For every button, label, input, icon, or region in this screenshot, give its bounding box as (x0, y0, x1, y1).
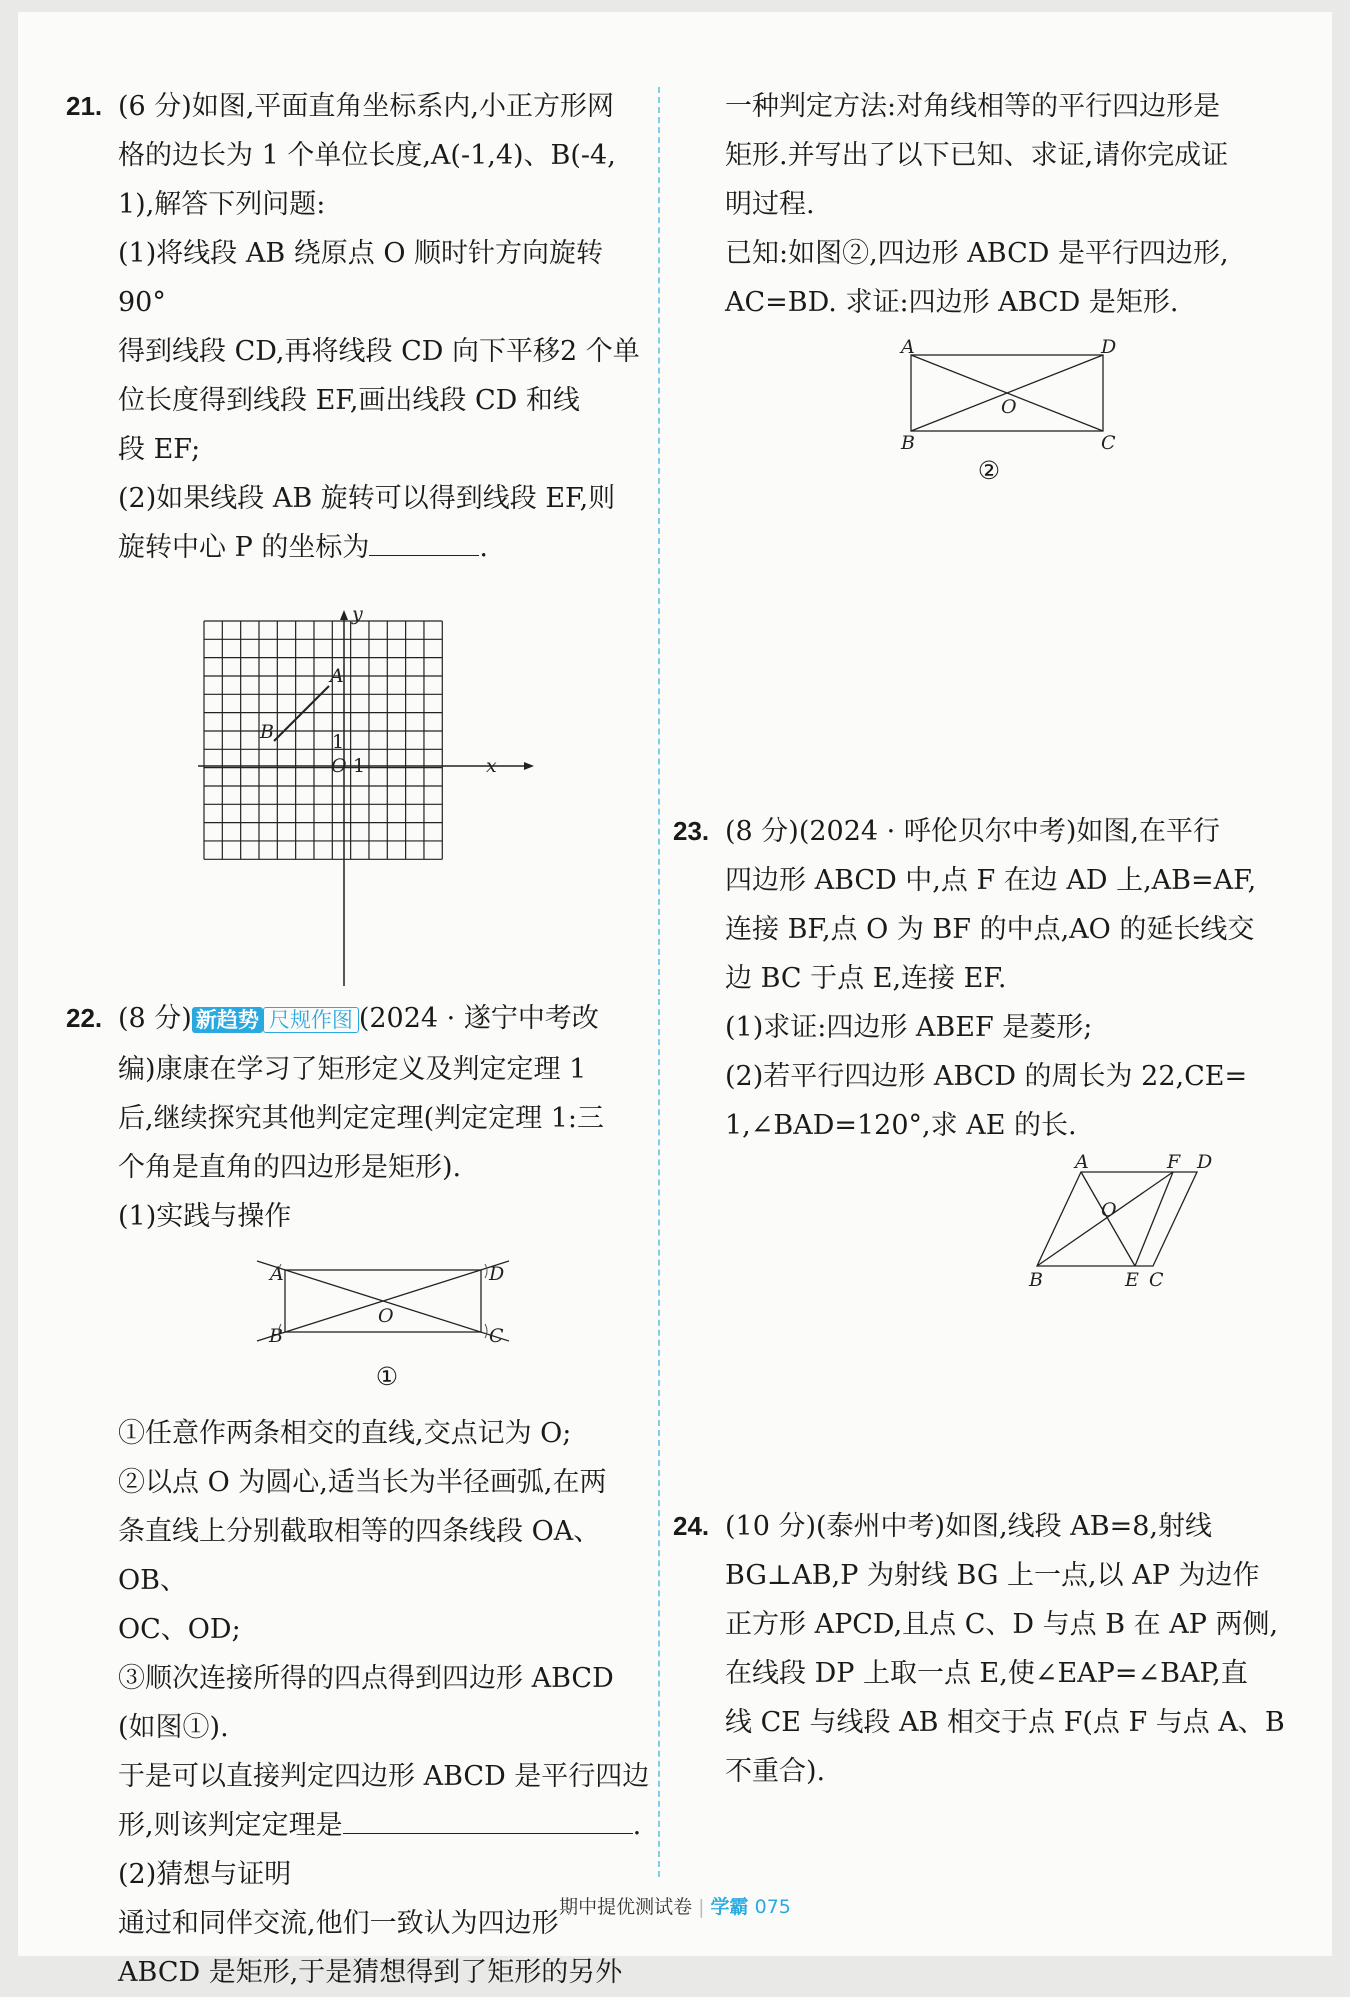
answer-blank[interactable] (369, 523, 479, 556)
q21-part1-line1: (1)将线段 AB 绕原点 O 顺时针方向旋转 90° (118, 238, 604, 318)
coordinate-grid-figure (178, 590, 618, 990)
question-23 (673, 807, 1293, 1294)
compass-construction-badge: 尺规作图 (263, 1007, 359, 1033)
y-axis-arrow (340, 610, 348, 620)
label-x: x (486, 755, 497, 777)
q22-cont-line3: 明过程. (725, 189, 815, 220)
question-22 (66, 994, 656, 1997)
q21-line2: 格的边长为 1 个单位长度,A(-1,4)、B(-4, (118, 140, 616, 171)
label-o: O (331, 755, 347, 777)
q22-step1: ①任意作两条相交的直线,交点记为 O; (118, 1418, 572, 1449)
q22-line3: 后,继续探究其他判定定理(判定定理 1:三 (118, 1103, 604, 1134)
label-o: O (1001, 396, 1017, 418)
label-b: B (901, 432, 915, 453)
page-number: 075 (754, 1896, 791, 1918)
q22-step3-line2: (如图①). (118, 1712, 229, 1743)
q23-line2: 四边形 ABCD 中,点 F 在边 AD 上,AB=AF, (725, 865, 1257, 896)
label-a: A (270, 1263, 284, 1285)
q23-line3: 连接 BF,点 O 为 BF 的中点,AO 的延长线交 (725, 914, 1255, 945)
label-a: A (901, 336, 915, 358)
question-number: 22. (66, 1003, 103, 1033)
q22-part1: (1)实践与操作 (118, 1201, 292, 1232)
q24-line6: 不重合). (725, 1756, 826, 1787)
q22-known-line1: 已知:如图②,四边形 ABCD 是平行四边形, (725, 238, 1229, 269)
new-trend-badge: 新趋势 (192, 1007, 263, 1033)
arc-mark (485, 1264, 487, 1278)
q22-step2-line3: OC、OD; (118, 1614, 241, 1645)
label-o: O (1101, 1199, 1117, 1221)
arc-mark (485, 1324, 487, 1338)
parallelogram-figure (1025, 1154, 1245, 1294)
q22-conjecture-line2: ABCD 是矩形,于是猜想得到了矩形的另外 (118, 1957, 623, 1988)
figure-2-rectangle (889, 333, 1129, 453)
exam-page (18, 12, 1332, 1988)
q22-judge-line1: 于是可以直接判定四边形 ABCD 是平行四边 (118, 1761, 650, 1792)
figure-1-rectangle-construction (237, 1247, 537, 1359)
q23-part2-line2: 1,∠BAD=120°,求 AE 的长. (725, 1110, 1077, 1141)
question-21 (66, 82, 656, 990)
label-one-x: 1 (353, 755, 366, 777)
q22-known-line2: AC=BD. 求证:四边形 ABCD 是矩形. (725, 287, 1179, 318)
q24-line4: 在线段 DP 上取一点 E,使∠EAP=∠BAP,直 (725, 1658, 1248, 1689)
right-column (673, 82, 1293, 1796)
q22-step3-line1: ③顺次连接所得的四点得到四边形 ABCD (118, 1663, 614, 1694)
q22-step2-line2: 条直线上分别截取相等的四条线段 OA、OB、 (118, 1516, 601, 1596)
footer-separator: | (698, 1896, 705, 1918)
label-b: B (260, 721, 274, 743)
q22-part2: (2)猜想与证明 (118, 1859, 292, 1890)
label-a: A (330, 665, 344, 687)
q22-step2-line1: ②以点 O 为圆心,适当长为半径画弧,在两 (118, 1467, 607, 1498)
q22-cont-line1: 一种判定方法:对角线相等的平行四边形是 (725, 91, 1221, 122)
q23-part2-line1: (2)若平行四边形 ABCD 的周长为 22,CE= (725, 1061, 1248, 1092)
q21-part2-line1: (2)如果线段 AB 旋转可以得到线段 EF,则 (118, 483, 616, 514)
label-e: E (1125, 1269, 1139, 1291)
q22-line2: 编)康康在学习了矩形定义及判定定理 1 (118, 1054, 587, 1085)
question-22-continued (673, 82, 1293, 489)
label-d: D (1101, 336, 1117, 358)
q23-line1: (8 分)(2024 · 呼伦贝尔中考)如图,在平行 (725, 816, 1220, 847)
grid-lines (204, 621, 442, 859)
period: . (632, 1810, 642, 1841)
label-a: A (1075, 1154, 1089, 1173)
left-column (66, 82, 656, 1997)
label-d: D (1197, 1154, 1213, 1173)
x-axis-arrow (524, 762, 534, 770)
footer-title: 期中提优测试卷 (559, 1896, 693, 1918)
question-number: 21. (66, 91, 103, 121)
q21-line1: (6 分)如图,平面直角坐标系内,小正方形网 (118, 91, 614, 122)
q23-line4: 边 BC 于点 E,连接 EF. (725, 963, 1007, 994)
label-o: O (378, 1305, 394, 1327)
q21-line3: 1),解答下列问题: (118, 189, 326, 220)
figure-2-caption: ② (977, 456, 1001, 485)
question-number: 24. (673, 1511, 710, 1541)
label-b: B (1029, 1269, 1043, 1291)
segment-ef (1135, 1172, 1173, 1266)
period: . (479, 532, 488, 563)
q23-part1: (1)求证:四边形 ABEF 是菱形; (725, 1012, 1093, 1043)
label-c: C (489, 1325, 504, 1347)
q24-line3: 正方形 APCD,且点 C、D 与点 B 在 AP 两侧, (725, 1609, 1279, 1640)
parallelogram-abcd (1037, 1172, 1197, 1266)
q22-cont-line2: 矩形.并写出了以下已知、求证,请你完成证 (725, 140, 1229, 171)
q24-line5: 线 CE 与线段 AB 相交于点 F(点 F 与点 A、B (725, 1707, 1285, 1738)
label-f: F (1167, 1154, 1181, 1173)
label-b: B (269, 1325, 283, 1347)
q24-line1: (10 分)(泰州中考)如图,线段 AB=8,射线 (725, 1511, 1212, 1542)
label-c: C (1149, 1269, 1164, 1291)
q22-conjecture-line1: 通过和同伴交流,他们一致认为四边形 (118, 1908, 559, 1939)
page-footer (18, 1892, 1332, 1919)
q21-part1-line2: 得到线段 CD,再将线段 CD 向下平移2 个单 (118, 336, 640, 367)
label-d: D (489, 1263, 505, 1285)
q22-source: (2024 · 遂宁中考改 (358, 1003, 599, 1034)
question-24 (673, 1502, 1293, 1796)
q21-part1-line4: 段 EF; (118, 434, 201, 465)
q22-line4: 个角是直角的四边形是矩形). (118, 1152, 462, 1183)
question-number: 23. (673, 816, 710, 846)
footer-brand: 学霸 (710, 1896, 749, 1918)
label-c: C (1101, 432, 1116, 453)
q21-part2-line2: 旋转中心 P 的坐标为 (118, 532, 370, 563)
figure-1-caption: ① (375, 1362, 399, 1391)
label-one-y: 1 (332, 731, 345, 753)
label-y: y (352, 603, 363, 625)
q22-judge-line2: 形,则该判定定理是 (118, 1810, 343, 1841)
answer-blank[interactable] (343, 1801, 633, 1834)
q22-score: (8 分) (118, 1003, 192, 1034)
q24-line2: BG⊥AB,P 为射线 BG 上一点,以 AP 为边作 (725, 1560, 1260, 1591)
q21-part1-line3: 位长度得到线段 EF,画出线段 CD 和线 (118, 385, 580, 416)
column-divider (658, 87, 660, 1877)
